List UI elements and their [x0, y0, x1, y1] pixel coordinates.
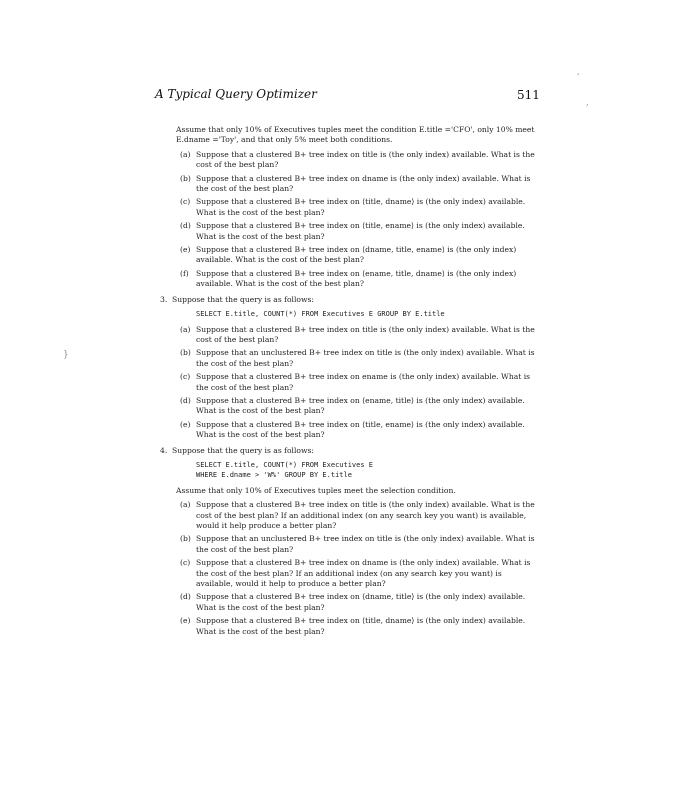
- part-text: Suppose that a clustered B+ tree index on ⟨title, ename⟩ is (the only index) available. What is the cost of the best plan?: [196, 221, 525, 241]
- part-label: (b): [180, 348, 191, 358]
- part-text: Suppose that a clustered B+ tree index on ⟨title, ename⟩ is (the only index) available. What is the cost of the best plan?: [196, 419, 525, 440]
- q4-assumption: Assume that only 10% of Executives tuples meet the selection condition.: [176, 485, 456, 495]
- code-line: SELECT E.title, COUNT(*) FROM Executives E: [196, 460, 374, 469]
- part-text: Suppose that a clustered B+ tree index on title is (the only index) available. What is the cost of the best plan? If an additional index (on any search key you want) is available, would it help produce a better plan?: [196, 500, 535, 530]
- part-text: Suppose that a clustered B+ tree index on ⟨title, dname⟩ is (the only index) available. What is the cost of the best plan?: [196, 616, 526, 636]
- part-label: (e): [180, 616, 191, 626]
- question-intro: Suppose that the query is as follows:: [172, 445, 314, 455]
- q4-part-e: [160, 616, 536, 637]
- part-label: (b): [180, 173, 191, 183]
- q2-intro: Assume that only 10% of Executives tuples meet the condition E.title ='CFO', only 10% meet E.dname ='Toy', and that only 5% meet both conditions.: [176, 125, 535, 145]
- q3-parts: [160, 325, 536, 441]
- running-header-title: A Typical Query Optimizer: [155, 87, 317, 101]
- part-text: Suppose that a clustered B+ tree index on dname is (the only index) available. What is the cost of the best plan?: [196, 173, 531, 194]
- part-text: Suppose that a clustered B+ tree index on title is (the only index) available. What is the cost of the best plan?: [196, 149, 535, 170]
- part-label: (c): [180, 197, 191, 207]
- part-text: Suppose that a clustered B+ tree index on ⟨ename, title⟩ is (the only index) available. What is the cost of the best plan?: [196, 395, 525, 416]
- part-label: (c): [180, 372, 191, 382]
- q2-part-f: [160, 269, 536, 290]
- q4-part-a: [160, 500, 536, 531]
- page-number: 511: [517, 88, 540, 102]
- part-label: (d): [180, 221, 191, 231]
- part-label: (e): [180, 419, 191, 429]
- q3-part-b: [160, 348, 536, 369]
- q4-parts: [160, 500, 536, 637]
- part-label: (c): [180, 558, 191, 568]
- question-number: 3.: [160, 294, 168, 304]
- q2-part-c: [160, 197, 536, 218]
- q2-part-d: [160, 221, 536, 242]
- page-body: [160, 125, 536, 640]
- q3-part-d: [160, 396, 536, 417]
- part-text: Suppose that a clustered B+ tree index on title is (the only index) available. What is the cost of the best plan?: [196, 324, 535, 344]
- part-label: (a): [180, 500, 191, 510]
- q3-part-c: [160, 372, 536, 393]
- stray-mark-top-right: ': [577, 72, 580, 81]
- stray-mark-right: ,: [586, 98, 589, 107]
- q3-query-code: [196, 309, 536, 319]
- part-label: (a): [180, 324, 191, 334]
- code-line: SELECT E.title, COUNT(*) FROM Executives E GROUP BY E.title: [196, 310, 445, 319]
- part-text: Suppose that a clustered B+ tree index on ⟨dname, title, ename⟩ is (the only index) available. What is the cost of the best plan?: [196, 245, 517, 265]
- question-4: [160, 446, 536, 456]
- q4-query-code: [196, 460, 536, 481]
- q2-parts: [160, 150, 536, 290]
- part-text: Suppose that an unclustered B+ tree index on title is (the only index) available. What is the cost of the best plan?: [196, 348, 535, 368]
- part-label: (d): [180, 592, 191, 602]
- code-line: WHERE E.dname > 'W%' GROUP BY E.title: [196, 471, 352, 480]
- part-label: (e): [180, 245, 191, 255]
- q4-part-d: [160, 592, 536, 613]
- question-number: 4.: [160, 445, 168, 455]
- part-label: (a): [180, 149, 191, 159]
- q4-part-c: [160, 558, 536, 589]
- q3-part-a: [160, 325, 536, 346]
- q2-part-a: [160, 150, 536, 171]
- part-text: Suppose that a clustered B+ tree index on ename is (the only index) available. What is the cost of the best plan?: [196, 372, 531, 392]
- q4-part-b: [160, 534, 536, 555]
- q3-part-e: [160, 420, 536, 441]
- part-label: (f): [180, 268, 189, 278]
- question-intro: Suppose that the query is as follows:: [172, 294, 314, 304]
- part-label: (b): [180, 534, 191, 544]
- part-text: Suppose that a clustered B+ tree index on dname is (the only index) available. What is the cost of the best plan? If an additional index (on any search key you want) is available, would it help to produce a better plan?: [196, 558, 531, 589]
- question-3: [160, 295, 536, 305]
- q2-part-b: [160, 174, 536, 195]
- stray-mark-left: }: [63, 350, 69, 360]
- part-text: Suppose that a clustered B+ tree index on ⟨title, dname⟩ is (the only index) available. What is the cost of the best plan?: [196, 197, 526, 217]
- q2-part-e: [160, 245, 536, 266]
- part-text: Suppose that an unclustered B+ tree index on title is (the only index) available. What is the cost of the best plan?: [196, 534, 535, 554]
- part-text: Suppose that a clustered B+ tree index on ⟨dname, title⟩ is (the only index) available. What is the cost of the best plan?: [196, 592, 526, 612]
- part-label: (d): [180, 395, 191, 405]
- part-text: Suppose that a clustered B+ tree index on ⟨ename, title, dname⟩ is (the only index) available. What is the cost of the best plan?: [196, 268, 517, 289]
